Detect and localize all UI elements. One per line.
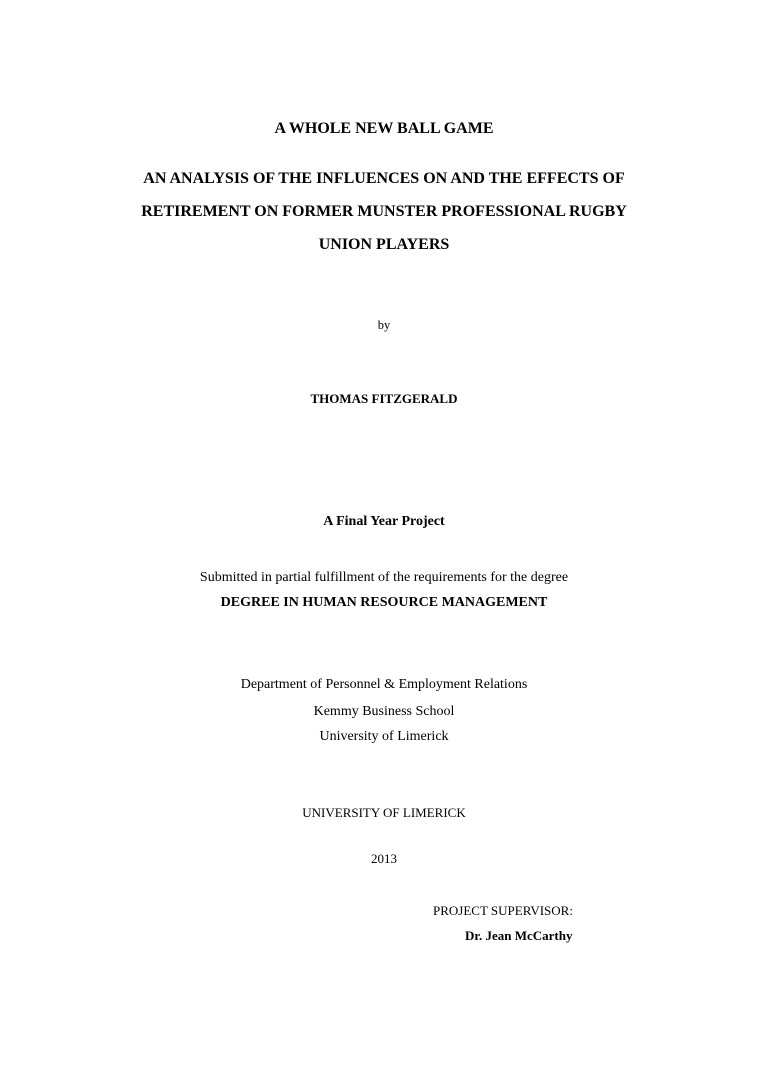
university: University of Limerick [319,729,449,744]
submission-statement: Submitted in partial fulfillment of the requirements for the degree [199,570,569,585]
author-name: THOMAS FITZGERALD [310,391,458,406]
university-caps: UNIVERSITY OF LIMERICK [302,805,466,820]
department: Department of Personnel & Employment Relations [240,677,528,692]
project-type: A Final Year Project [323,514,445,529]
supervisor-label: PROJECT SUPERVISOR: [433,903,573,918]
school: Kemmy Business School [313,704,455,719]
degree-name: DEGREE IN HUMAN RESOURCE MANAGEMENT [220,595,548,610]
supervisor-name: Dr. Jean McCarthy [465,928,573,943]
subtitle: AN ANALYSIS OF THE INFLUENCES ON AND THE EFFECTS OF RETIREMENT ON FORMER MUNSTER PROFESSIONAL RUGBY UNION PLAYERS [141,170,627,253]
main-title: A WHOLE NEW BALL GAME [274,120,494,137]
by-label: by [377,318,391,332]
year: 2013 [371,851,397,866]
